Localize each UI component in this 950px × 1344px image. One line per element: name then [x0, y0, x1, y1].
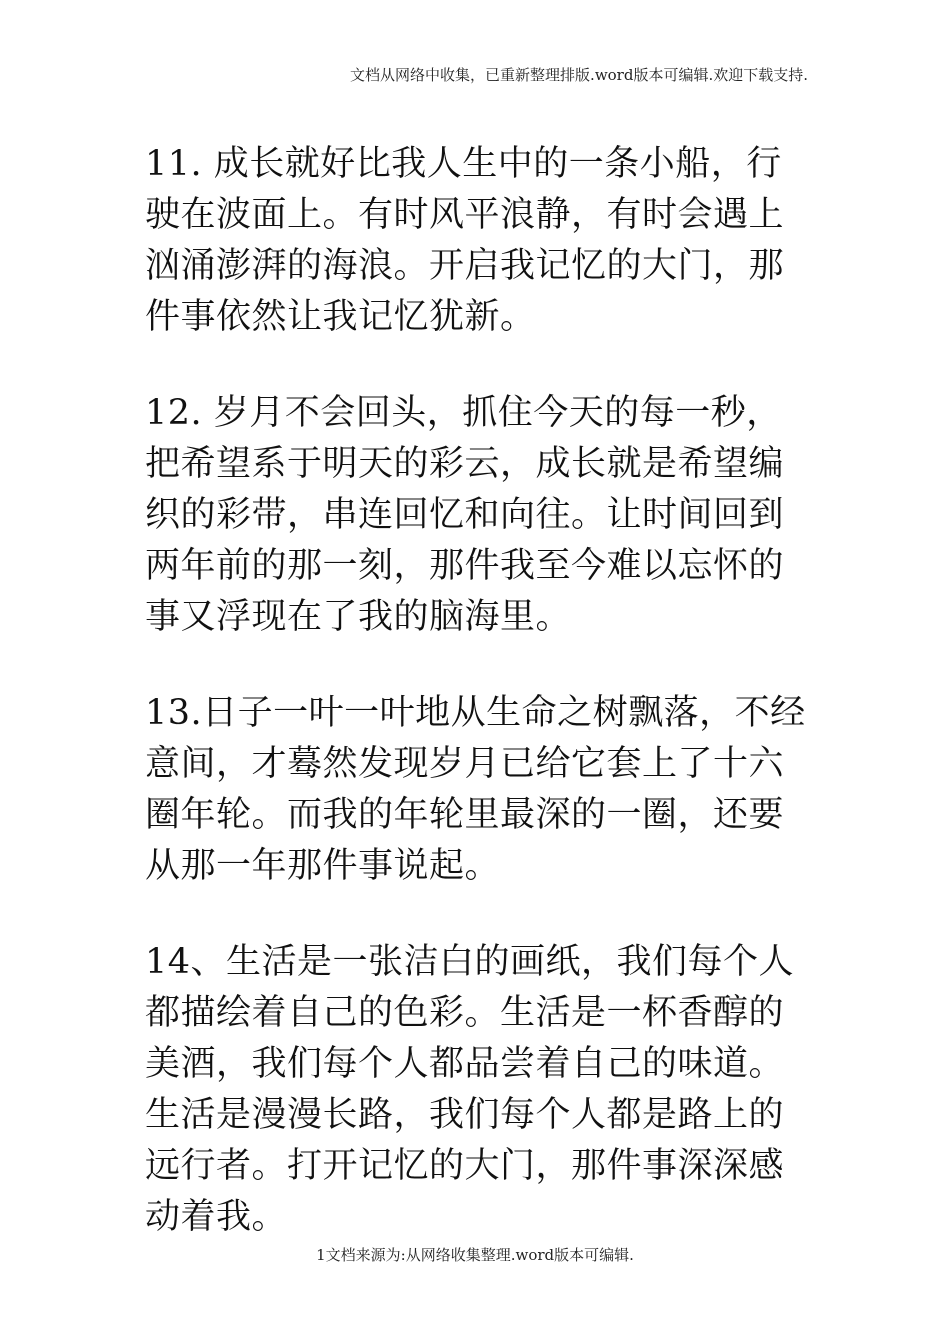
page-footer: 1文档来源为:从网络收集整理.word版本可编辑. — [316, 1246, 634, 1264]
paragraph-12: 12. 岁月不会回头，抓住今天的每一秒，把希望系于明天的彩云，成长就是希望编织的彩带，串连回忆和向往。让时间回到两年前的那一刻，那件我至今难以忘怀的事又浮现在了我的脑海里。 — [145, 393, 785, 637]
paragraph-11: 11. 成长就好比我人生中的一条小船，行驶在波面上。有时风平浪静，有时会遇上汹涌澎湃的海浪。开启我记忆的大门，那件事依然让我记忆犹新。 — [145, 144, 785, 337]
document-body — [145, 139, 810, 1288]
paragraph-14: 14、生活是一张洁白的画纸，我们每个人都描绘着自己的色彩。生活是一杯香醇的美酒，我们每个人都品尝着自己的味道。生活是漫漫长路，我们每个人都是路上的远行者。打开记忆的大门，那件事深深感动着我。 — [145, 942, 795, 1237]
page-header: 文档从网络中收集，已重新整理排版.word版本可编辑.欢迎下载支持. — [350, 66, 808, 84]
paragraph-13: 13.日子一叶一叶地从生命之树飘落，不经意间，才蓦然发现岁月已给它套上了十六圈年轮。而我的年轮里最深的一圈，还要从那一年那件事说起。 — [145, 693, 806, 886]
